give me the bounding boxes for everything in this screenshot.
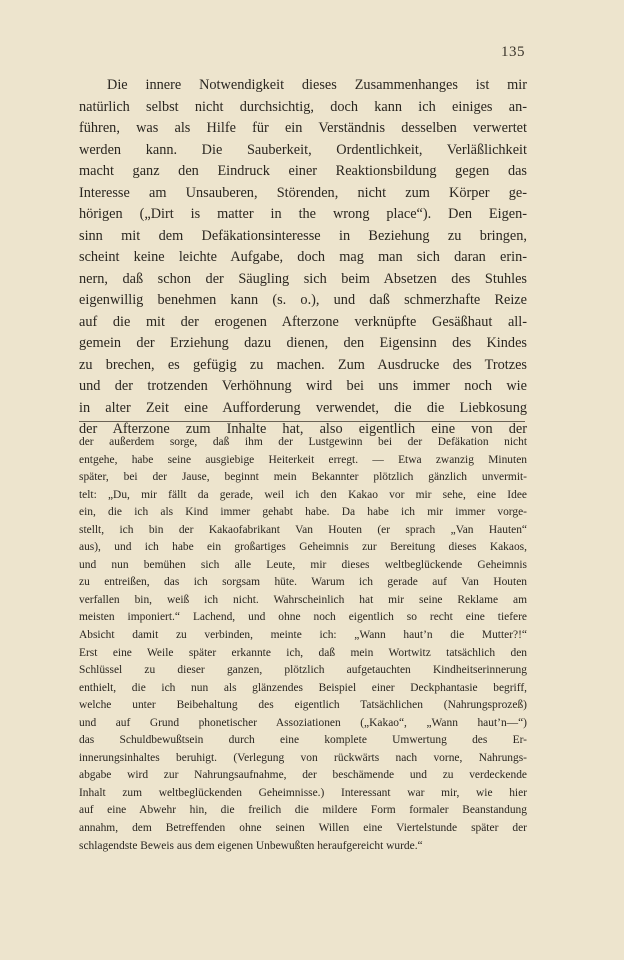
footnote-line: Erst eine Weile später erkannte ich, daß mein Wortwitz tatsächlich den xyxy=(79,646,527,659)
footnote-line: entgehe, habe seine ausgiebige Heiterkeit erregt. — Etwa zwanzig Minuten xyxy=(79,453,527,466)
footnote-line: ein, die ich als Kind immer gehabt habe. Da habe ich mir immer vorge- xyxy=(79,506,527,519)
text-line: gemein der Erziehung dazu dienen, den Eigensinn des Kindes xyxy=(79,335,527,351)
text-line: scheint keine leichte Aufgabe, doch mag man sich daran erin- xyxy=(79,249,527,265)
footnote-line: das Schuldbewußtsein durch eine komplete Umwertung des Er- xyxy=(79,734,527,747)
text-line: der Afterzone zum Inhalte hat, also eigentlich eine von der xyxy=(79,421,527,437)
footnote-line: enthielt, die ich nun als glänzendes Beispiel einer Deckphantasie begriff, xyxy=(79,681,527,694)
text-line: und der trotzenden Verhöhnung wird bei uns immer noch wie xyxy=(79,378,527,394)
footnote-line: und nun bemühen sich alle Leute, mir dieses weltbeglückende Geheimnis xyxy=(79,558,527,571)
footnote-line: Schlüssel zu dieser ganzen, plötzlich aufgetauchten Kindheitserinnerung xyxy=(79,664,527,677)
footnote-line: abgabe wird zur Nahrungsaufnahme, der beschämende und zu verdeckende xyxy=(79,769,527,782)
footnote-text xyxy=(79,434,527,855)
text-line: sinn mit dem Defäkationsinteresse in Beziehung zu bringen, xyxy=(79,227,527,244)
footnote-line: zu entreißen, das ich sorgsam hüte. Warum ich gerade auf Van Houten xyxy=(79,576,527,589)
text-line: auf die mit der erogenen Afterzone verknüpfte Gesäßhaut all- xyxy=(79,313,527,330)
footnote-line: verfallen bin, weiß ich nicht. Wahrscheinlich hat mir seine Reklame am xyxy=(79,593,527,606)
footnote-line: meisten imponiert.“ Lachend, und ohne noch eigentlich so recht eine tiefere xyxy=(79,611,527,624)
footnote-line: und auf Grund phonetischer Assoziationen („Kakao“, „Wann haut’n—“) xyxy=(79,716,527,729)
text-line: Die innere Notwendigkeit dieses Zusammenhanges ist mir xyxy=(107,77,527,93)
text-line: macht ganz den Eindruck einer Reaktionsbildung gegen das xyxy=(79,163,527,179)
footnote-line: stellt, ich bin der Kakaofabrikant Van Houten (er sprach „Van Hauten“ xyxy=(79,523,527,536)
footnote-line: schlagendste Beweis aus dem eigenen Unbewußten heraufgereicht wurde.“ xyxy=(79,839,423,852)
footnote-line: aus), und ich habe ein großartiges Geheimnis zur Bereitung dieses Kakaos, xyxy=(79,541,527,554)
footnote-divider xyxy=(79,421,525,422)
footnote-line: welche unter Beibehaltung des eigentlich Tatsächlichen (Nahrungsprozeß) xyxy=(79,699,527,712)
text-line: eigenwillig benehmen kann (s. o.), und daß schmerzhafte Reize xyxy=(79,292,527,308)
text-line: werden kann. Die Sauberkeit, Ordentlichkeit, Verläßlichkeit xyxy=(79,141,527,158)
text-line: führen, was als Hilfe für ein Verständnis desselben verwertet xyxy=(79,120,527,136)
footnote-line: auf eine Abwehr hin, die freilich die mildere Form formaler Beanstandung xyxy=(79,804,527,817)
text-line: hörigen („Dirt is matter in the wrong place“). Den Eigen- xyxy=(79,206,527,222)
text-line: nern, daß schon der Säugling sich beim Absetzen des Stuhles xyxy=(79,270,527,287)
footnote-line: Absicht damit zu verbinden, meinte ich: „Wann haut’n die Mutter?!“ xyxy=(79,629,527,642)
footnote-line: Inhalt zum weltbeglückenden Geheimnisse.) Interessant war mir, wie hier xyxy=(79,786,527,799)
main-body-text xyxy=(79,75,527,441)
footnote-line: innerungsinhaltes beruhigt. (Verlegung von rückwärts nach vorne, Nahrungs- xyxy=(79,751,527,764)
page-number: 135 xyxy=(501,44,525,60)
text-line: zu brechen, es gefügig zu machen. Zum Ausdrucke des Trotzes xyxy=(79,356,527,373)
text-line: in alter Zeit eine Aufforderung verwendet, die die Liebkosung xyxy=(79,399,527,416)
footnote-line: annahm, dem Betreffenden ohne seinen Willen eine Viertelstunde später der xyxy=(79,822,527,835)
footnote-line: telt: „Du, mir fällt da gerade, weil ich den Kakao vor mir sehe, eine Idee xyxy=(79,488,527,501)
footnote-line: der außerdem sorge, daß ihm der Lustgewinn bei der Defäkation nicht xyxy=(79,436,527,448)
text-line: natürlich selbst nicht durchsichtig, doch kann ich einiges an- xyxy=(79,98,527,115)
footnote-line: später, bei der Jause, beginnt mein Bekannter plötzlich gänzlich unvermit- xyxy=(79,471,527,484)
text-line: Interesse am Unsauberen, Störenden, nicht zum Körper ge- xyxy=(79,184,527,201)
